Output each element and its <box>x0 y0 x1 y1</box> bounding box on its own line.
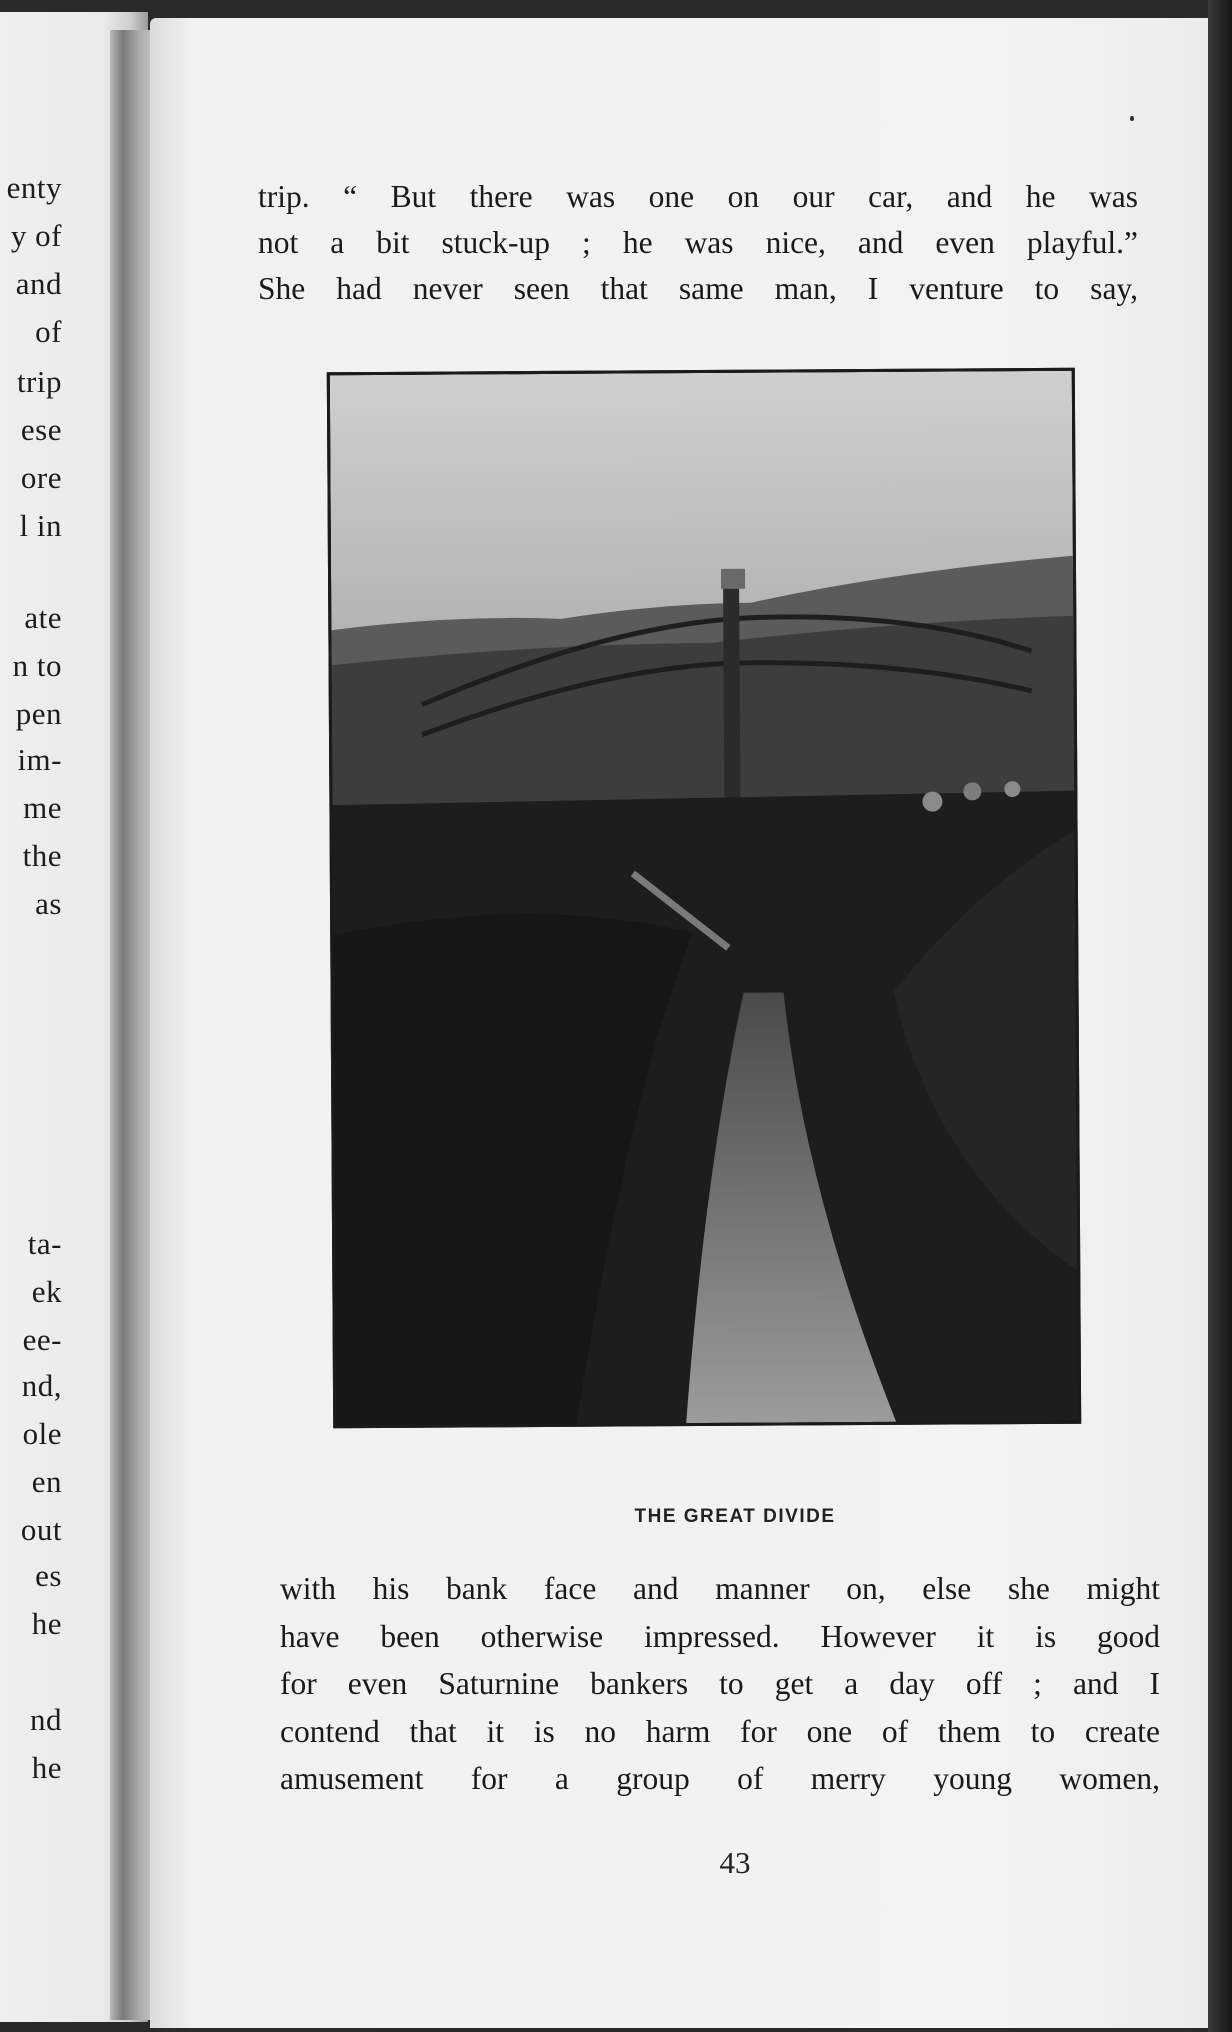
left-page-fragment: nd <box>30 1702 62 1737</box>
left-page-fragment: n to <box>12 648 62 683</box>
left-page-fragment: ese <box>20 412 62 447</box>
left-page-fragment: ee- <box>22 1322 62 1357</box>
speck <box>1130 116 1134 121</box>
figure-caption: THE GREAT DIVIDE <box>634 1506 836 1527</box>
text-line: trip. “ But there was one on our car, and he was <box>258 179 1138 214</box>
text-line: contend that it is no harm for one of them to create <box>280 1713 1160 1749</box>
left-page-fragment: and <box>15 266 62 301</box>
top-paragraph <box>258 174 1138 312</box>
left-page-fragment: enty <box>6 170 62 205</box>
left-page-fragment: he <box>31 1606 62 1641</box>
left-page-fragment: me <box>23 790 62 825</box>
text-line: She had never seen that same man, I venture to say, <box>258 271 1138 306</box>
photo-the-great-divide <box>327 368 1081 1429</box>
left-page-fragment: trip <box>16 364 62 399</box>
left-page-fragment: he <box>31 1750 62 1785</box>
left-page-fragment: en <box>31 1464 62 1499</box>
left-page-fragment: ek <box>31 1274 62 1309</box>
page-number: 43 <box>719 1845 751 1880</box>
left-page-fragment: ate <box>24 600 62 635</box>
left-page-fragment: es <box>35 1558 62 1593</box>
scan-edge <box>1208 0 1232 2032</box>
text-line: with his bank face and manner on, else she might <box>280 1571 1160 1606</box>
photo-illustration <box>330 371 1078 1426</box>
bottom-paragraph <box>280 1565 1160 1803</box>
text-line: amusement for a group of merry young women, <box>280 1761 1160 1796</box>
left-page-fragment: ore <box>20 460 62 495</box>
left-page-fragment: l in <box>19 508 62 543</box>
text-line: not a bit stuck-up ; he was nice, and even playful.” <box>258 225 1138 260</box>
left-page-fragment: pen <box>15 696 62 731</box>
left-page-fragment: y of <box>10 218 62 253</box>
left-page-fragment: im- <box>17 742 62 777</box>
left-page-fragment: ta- <box>27 1226 62 1261</box>
right-page <box>150 18 1210 2028</box>
left-page-fragment: out <box>20 1512 62 1547</box>
left-page-fragment: nd, <box>21 1368 62 1403</box>
left-page-fragment: as <box>35 886 62 921</box>
text-line: have been otherwise impressed. However it is good <box>280 1618 1160 1654</box>
text-line: for even Saturnine bankers to get a day off ; and I <box>280 1666 1160 1701</box>
left-page-fragment: the <box>22 838 62 873</box>
left-page-fragment: ole <box>22 1416 62 1451</box>
left-page-fragment: of <box>35 314 62 349</box>
